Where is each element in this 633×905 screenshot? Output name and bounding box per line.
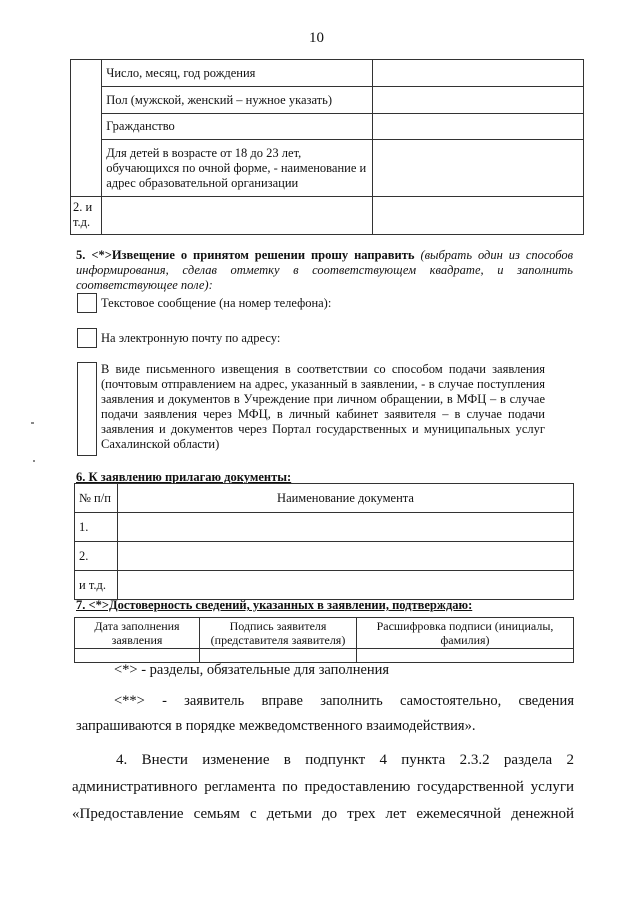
input-cell[interactable] <box>118 542 574 571</box>
input-cell[interactable] <box>357 649 574 663</box>
column-header: № п/п <box>75 484 118 513</box>
table-row <box>71 60 584 87</box>
page-number: 10 <box>309 30 324 46</box>
input-cell[interactable] <box>200 649 357 663</box>
input-cell[interactable] <box>373 140 584 197</box>
checkbox-email[interactable] <box>77 328 97 348</box>
input-cell[interactable] <box>75 649 200 663</box>
section-6-heading: 6. К заявлению прилагаю документы: <box>76 470 292 484</box>
row-number: 2. и т.д. <box>71 197 102 235</box>
table-cell[interactable] <box>102 197 373 235</box>
personal-data-table <box>70 59 584 235</box>
table-row <box>71 140 584 197</box>
table-header-row <box>75 618 574 649</box>
paragraph-4-line2: административного регламента по предоставлению государственной услуги <box>72 779 574 795</box>
documents-table <box>74 483 574 600</box>
table-cell <box>71 60 102 197</box>
checkbox-sms[interactable] <box>77 293 97 313</box>
paragraph-4-line3: «Предоставление семьям с детьми до трех лет ежемесячной денежной <box>72 806 574 822</box>
note-optional-line2: запрашиваются в порядке межведомственного взаимодействия». <box>76 718 476 734</box>
table-row <box>75 513 574 542</box>
table-cell: Пол (мужской, женский – нужное указать) <box>102 87 373 114</box>
table-row <box>71 114 584 140</box>
note-required: <*> - разделы, обязательные для заполнения <box>114 662 390 678</box>
option-written-label: В виде письменного извещения в соответствии со способом подачи заявления (почтовым отправлением на адрес, указанный в заявлении, - в случае поступления заявления и документов в Учреждение при личном обращении, в МФЦ – в случае подачи заявления через МФЦ, в личный кабинет заявителя – в случае подачи заявления и документов через Портал государственных и муниципальных услуг Сахалинской области) <box>101 362 545 451</box>
row-number: и т.д. <box>75 571 118 600</box>
section-7-heading: 7. <*>Достоверность сведений, указанных в заявлении, подтверждаю: <box>76 598 473 612</box>
table-header-row <box>75 484 574 513</box>
section-5-intro <box>76 248 573 293</box>
table-row <box>71 197 584 235</box>
input-cell[interactable] <box>373 197 584 235</box>
table-row <box>75 542 574 571</box>
row-number: 2. <box>75 542 118 571</box>
input-cell[interactable] <box>373 114 584 140</box>
scan-speck <box>33 460 35 462</box>
input-cell[interactable] <box>118 571 574 600</box>
table-cell: Гражданство <box>102 114 373 140</box>
column-header: Расшифровка подписи (инициалы, фамилия) <box>357 618 574 649</box>
note-optional-line1: <**> - заявитель вправе заполнить самостоятельно, сведения <box>114 693 574 709</box>
option-email-label: На электронную почту по адресу: <box>101 331 281 345</box>
column-header: Наименование документа <box>118 484 574 513</box>
section-5-heading: 5. <*>Извещение о принятом решении прошу направить <box>76 248 415 262</box>
confirmation-table <box>74 617 574 663</box>
section-5-hint: (выбрать один из способов информирования, сделав отметку в соответствующем квадрате, и заполнить соответствующее поле): <box>76 248 574 292</box>
option-sms-label: Текстовое сообщение (на номер телефона): <box>101 296 332 310</box>
column-header: Дата заполнения заявления <box>75 618 200 649</box>
checkbox-written[interactable] <box>77 362 97 456</box>
table-cell: Для детей в возрасте от 18 до 23 лет, обучающихся по очной форме, - наименование и адрес образовательной организации <box>102 140 373 197</box>
table-row <box>75 649 574 663</box>
input-cell[interactable] <box>118 513 574 542</box>
row-number: 1. <box>75 513 118 542</box>
input-cell[interactable] <box>373 87 584 114</box>
table-row <box>71 87 584 114</box>
paragraph-4-line1: 4. Внести изменение в подпункт 4 пункта 2.3.2 раздела 2 <box>116 752 574 768</box>
column-header: Подпись заявителя (представителя заявителя) <box>200 618 357 649</box>
input-cell[interactable] <box>373 60 584 87</box>
table-cell: Число, месяц, год рождения <box>102 60 373 87</box>
scan-speck <box>31 422 34 424</box>
table-row <box>75 571 574 600</box>
